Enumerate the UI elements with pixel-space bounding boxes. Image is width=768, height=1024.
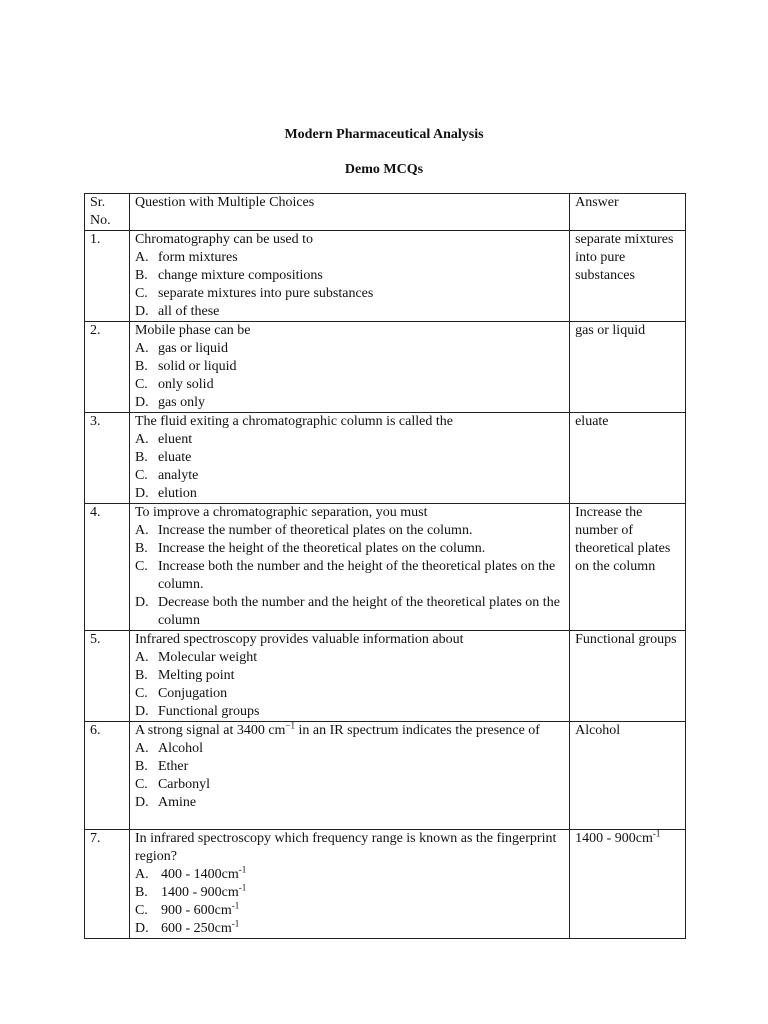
option-text: Alcohol bbox=[157, 741, 204, 756]
question-text: Mobile phase can be bbox=[134, 323, 251, 338]
option-text: Increase the number of theoretical plates on the column. bbox=[157, 523, 473, 538]
option-text: Melting point bbox=[157, 668, 235, 683]
option-letter: B. bbox=[134, 268, 148, 283]
question-cell bbox=[129, 413, 569, 504]
option-value: 600 - 250cm bbox=[160, 921, 232, 936]
option-letter: C. bbox=[134, 286, 148, 301]
question-text: Infrared spectroscopy provides valuable information about bbox=[134, 632, 464, 647]
option bbox=[135, 884, 565, 902]
question-number: 4. bbox=[85, 504, 130, 631]
option-text: solid or liquid bbox=[157, 359, 237, 374]
question-text: To improve a chromatographic separation, you must bbox=[134, 505, 428, 520]
option-text: eluate bbox=[157, 450, 192, 465]
option-letter: C. bbox=[134, 777, 148, 792]
option-letter: A. bbox=[134, 523, 149, 538]
option-text: Functional groups bbox=[157, 704, 260, 719]
option bbox=[135, 522, 565, 540]
answer-cell: Alcohol bbox=[570, 722, 686, 830]
document-title: Modern Pharmaceutical Analysis bbox=[284, 127, 484, 142]
option-text: form mixtures bbox=[157, 250, 238, 265]
option-value: 900 - 600cm bbox=[160, 903, 232, 918]
question-number: 2. bbox=[85, 322, 130, 413]
option bbox=[135, 794, 565, 812]
answer-cell: gas or liquid bbox=[570, 322, 686, 413]
question-number: 6. bbox=[85, 722, 130, 830]
option bbox=[135, 303, 565, 321]
option-text: Ether bbox=[157, 759, 189, 774]
option bbox=[135, 467, 565, 485]
option bbox=[135, 594, 565, 630]
option-letter: A. bbox=[134, 432, 149, 447]
table-row bbox=[85, 231, 686, 322]
question-number: 1. bbox=[85, 231, 130, 322]
option-text: change mixture compositions bbox=[157, 268, 323, 283]
question-text bbox=[135, 722, 565, 740]
option bbox=[135, 285, 565, 303]
option-letter: D. bbox=[134, 395, 149, 410]
option-letter: D. bbox=[134, 486, 149, 501]
option-letter: C. bbox=[134, 686, 148, 701]
question-cell bbox=[129, 504, 569, 631]
superscript: -1 bbox=[238, 882, 247, 893]
option-text: separate mixtures into pure substances bbox=[157, 286, 374, 301]
option bbox=[135, 776, 565, 794]
question-number: 5. bbox=[85, 631, 130, 722]
option bbox=[135, 866, 565, 884]
header-question: Question with Multiple Choices bbox=[129, 194, 569, 231]
question-cell bbox=[129, 231, 569, 322]
option bbox=[135, 358, 565, 376]
option-letter: C. bbox=[134, 468, 148, 483]
table-header-row bbox=[85, 194, 686, 231]
answer-cell bbox=[570, 830, 686, 939]
header-sr-no: Sr. No. bbox=[85, 194, 130, 231]
option-text: analyte bbox=[157, 468, 199, 483]
superscript: -1 bbox=[231, 918, 240, 929]
option-letter: B. bbox=[134, 759, 148, 774]
option-text: Conjugation bbox=[157, 686, 228, 701]
question-text: The fluid exiting a chromatographic column is called the bbox=[134, 414, 453, 429]
answer-cell: separate mixtures into pure substances bbox=[570, 231, 686, 322]
option-letter: A. bbox=[134, 867, 149, 882]
option bbox=[135, 649, 565, 667]
option-text: Increase both the number and the height of the theoretical plates on the column. bbox=[157, 559, 556, 592]
question-cell bbox=[129, 322, 569, 413]
option-text: only solid bbox=[157, 377, 214, 392]
option-text bbox=[161, 920, 565, 938]
superscript: −1 bbox=[285, 720, 296, 731]
option-text: Molecular weight bbox=[157, 650, 258, 665]
question-cell bbox=[129, 722, 569, 830]
option-text: gas only bbox=[157, 395, 206, 410]
option bbox=[135, 740, 565, 758]
option bbox=[135, 758, 565, 776]
option-letter: A. bbox=[134, 341, 149, 356]
option-letter: B. bbox=[134, 359, 148, 374]
question-number: 3. bbox=[85, 413, 130, 504]
option-letter: D. bbox=[134, 921, 149, 936]
option-letter: D. bbox=[134, 795, 149, 810]
table-row bbox=[85, 631, 686, 722]
option bbox=[135, 249, 565, 267]
option-letter: B. bbox=[134, 885, 148, 900]
answer-value: 1400 - 900cm bbox=[575, 831, 653, 846]
option-letter: A. bbox=[134, 741, 149, 756]
answer-cell: Functional groups bbox=[570, 631, 686, 722]
option-letter: B. bbox=[134, 668, 148, 683]
option bbox=[135, 902, 565, 920]
answer-cell: Increase the number of theoretical plates on the column bbox=[570, 504, 686, 631]
question-text: In infrared spectroscopy which frequency range is known as the fingerprint region? bbox=[134, 831, 557, 864]
question-cell bbox=[129, 631, 569, 722]
option bbox=[135, 685, 565, 703]
option-letter: D. bbox=[134, 595, 149, 610]
option-letter: D. bbox=[134, 704, 149, 719]
option-letter: B. bbox=[134, 450, 148, 465]
option-letter: C. bbox=[134, 377, 148, 392]
option-text: Increase the height of the theoretical plates on the column. bbox=[157, 541, 486, 556]
superscript: -1 bbox=[231, 900, 240, 911]
option bbox=[135, 449, 565, 467]
header-answer: Answer bbox=[570, 194, 686, 231]
document-subtitle: Demo MCQs bbox=[344, 162, 424, 177]
option-text: gas or liquid bbox=[157, 341, 228, 356]
option-value: 1400 - 900cm bbox=[160, 885, 239, 900]
option-text bbox=[161, 902, 565, 920]
question-cell bbox=[129, 830, 569, 939]
option-text bbox=[161, 866, 565, 884]
option bbox=[135, 703, 565, 721]
mcq-table bbox=[84, 193, 686, 939]
option-letter: A. bbox=[134, 650, 149, 665]
table-row bbox=[85, 322, 686, 413]
question-text-part: A strong signal at 3400 cm bbox=[134, 723, 286, 738]
option-text: all of these bbox=[157, 304, 220, 319]
superscript: -1 bbox=[238, 864, 247, 875]
option bbox=[135, 394, 565, 412]
answer-cell: eluate bbox=[570, 413, 686, 504]
table-row bbox=[85, 413, 686, 504]
table-row bbox=[85, 504, 686, 631]
table-row bbox=[85, 722, 686, 830]
question-text: Chromatography can be used to bbox=[134, 232, 314, 247]
option-letter: C. bbox=[134, 559, 148, 574]
option-letter: B. bbox=[134, 541, 148, 556]
option-text: eluent bbox=[157, 432, 193, 447]
option-letter: D. bbox=[134, 304, 149, 319]
option bbox=[135, 376, 565, 394]
option-text: Carbonyl bbox=[157, 777, 211, 792]
option bbox=[135, 485, 565, 503]
question-number: 7. bbox=[85, 830, 130, 939]
option-text bbox=[161, 884, 565, 902]
option-value: 400 - 1400cm bbox=[160, 867, 239, 882]
option-text: Amine bbox=[157, 795, 197, 810]
option-letter: A. bbox=[134, 250, 149, 265]
option bbox=[135, 920, 565, 938]
superscript: -1 bbox=[652, 828, 661, 839]
option bbox=[135, 431, 565, 449]
option bbox=[135, 267, 565, 285]
option-letter: C. bbox=[134, 903, 148, 918]
table-row bbox=[85, 830, 686, 939]
option-text: Decrease both the number and the height of the theoretical plates on the column bbox=[157, 595, 560, 628]
option bbox=[135, 540, 565, 558]
option bbox=[135, 667, 565, 685]
option-text: elution bbox=[157, 486, 197, 501]
option bbox=[135, 340, 565, 358]
option bbox=[135, 558, 565, 594]
question-text-part: in an IR spectrum indicates the presence of bbox=[295, 723, 540, 738]
